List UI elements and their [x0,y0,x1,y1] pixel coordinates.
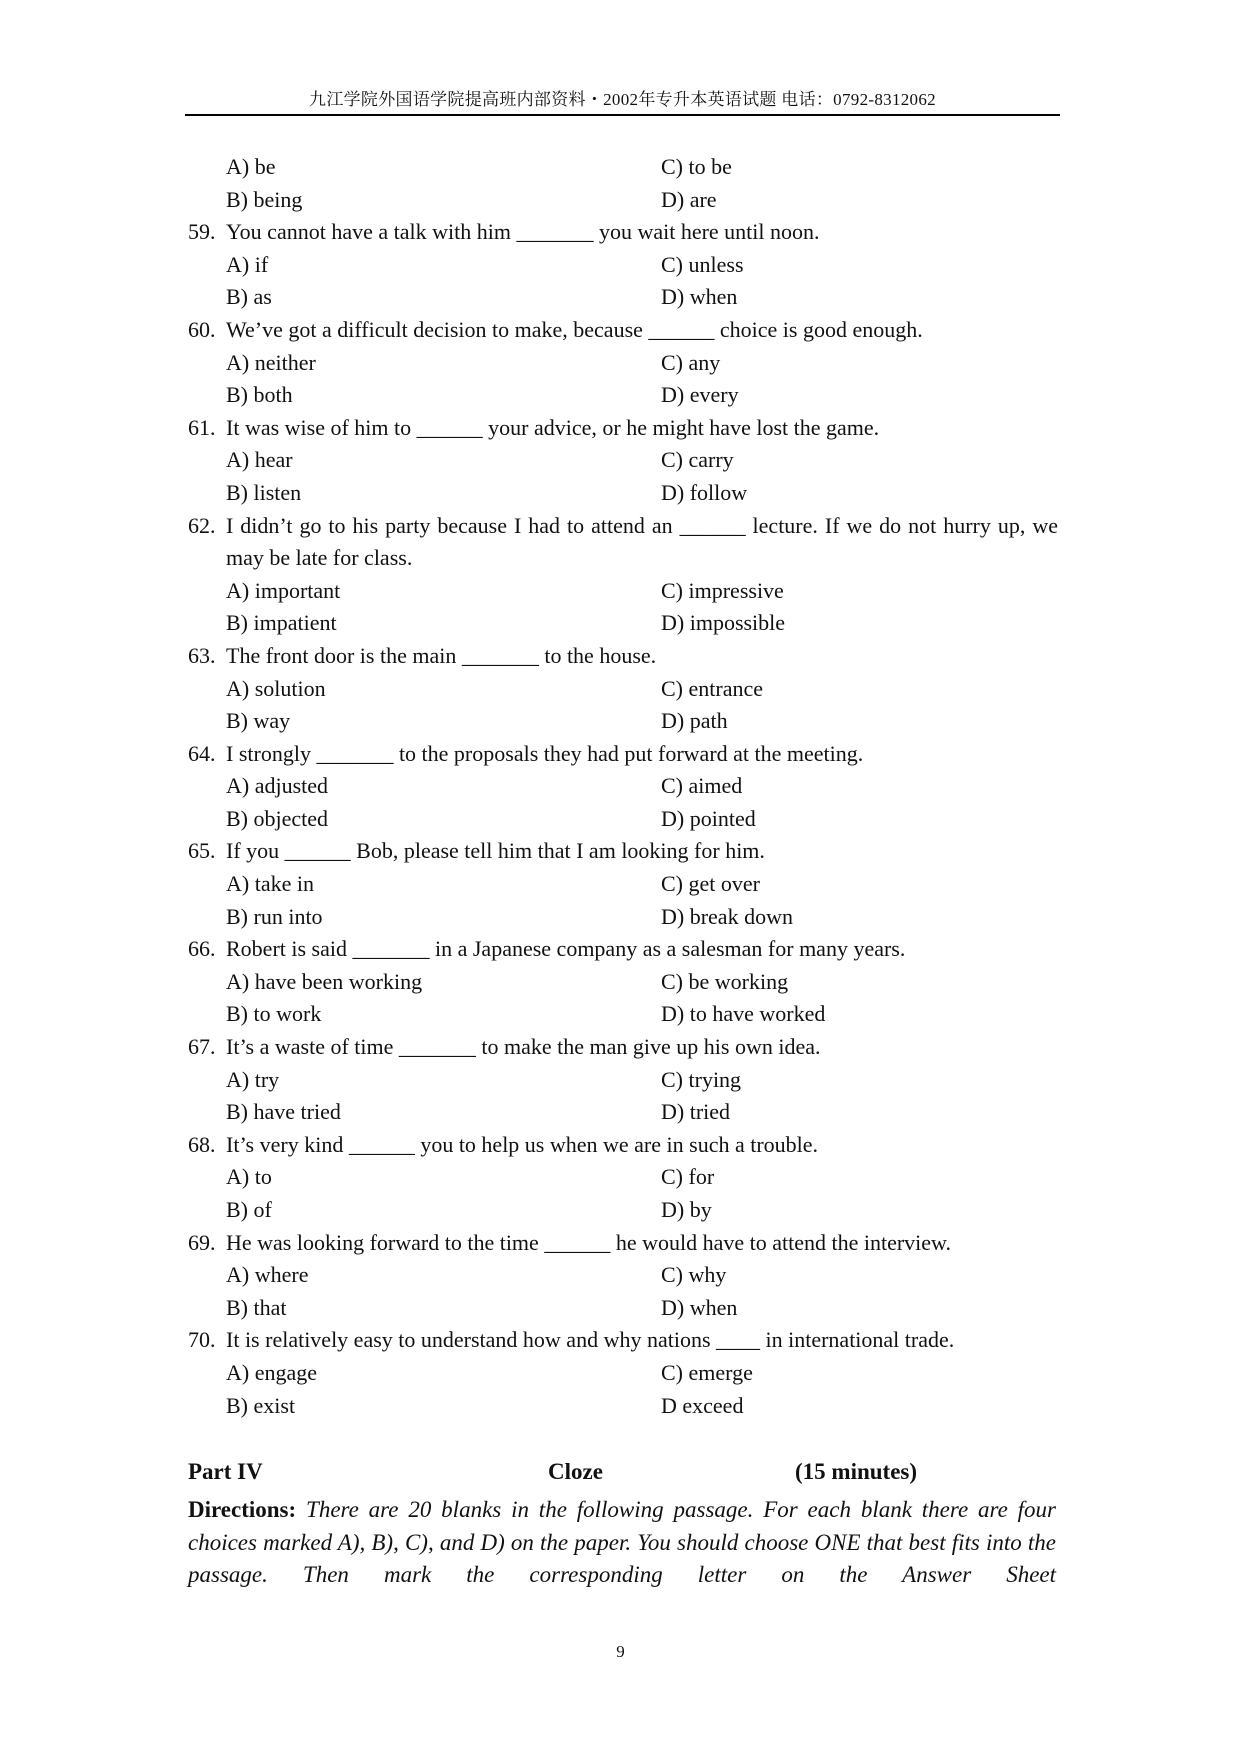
page-header: 九江学院外国语学院提高班内部资料・2002年专升本英语试题 电话：0792-8312062 [309,90,936,109]
answer-option: C) why [661,1262,727,1288]
answer-option: B) have tried [226,1099,341,1125]
answer-option: D) every [661,382,739,408]
answer-option: C) any [661,349,721,375]
answer-option: B) both [226,382,293,408]
answer-options [188,249,1068,314]
answer-option: D) path [661,708,728,734]
question-stem [188,835,1068,868]
section-heading [188,1459,1058,1493]
answer-option: C) carry [661,447,734,473]
answer-option: A) neither [226,349,316,375]
answer-option: B) to work [226,1001,322,1027]
answer-option: A) hear [226,447,293,473]
question-text: It’s very kind ______ you to help us when we are in such a trouble. [226,1131,819,1157]
question-text: We’ve got a difficult decision to make, because ______ choice is good enough. [226,316,923,342]
question-item [188,835,1068,933]
question-number: 66. [188,936,216,962]
answer-option: C) get over [661,871,760,897]
answer-option: C) emerge [661,1359,753,1385]
answer-options [188,1064,1068,1129]
directions-text: There are 20 blanks in the following passage. For each blank there are four choices marked A), B), C), and D) on the paper. You should choose ONE that best fits into the passage. Then mark the corresponding letter on the Answer Sheet [188,1497,1057,1588]
answer-options [188,1357,1068,1422]
answer-options [188,1259,1068,1324]
question-item [188,1227,1068,1325]
question-stem [188,510,1068,575]
question-text: It was wise of him to ______ your advice, or he might have lost the game. [226,414,880,440]
directions [188,1494,1056,1592]
question-item [188,1129,1068,1227]
answer-option: D) tried [661,1099,731,1125]
answer-option: C) be working [661,968,789,994]
answer-option: A) have been working [226,968,423,994]
question-text: If you ______ Bob, please tell him that I am looking for him. [226,838,765,864]
answer-option: D) when [661,1294,738,1320]
answer-options [188,1161,1068,1226]
answer-option: B) of [226,1197,272,1222]
answer-option: A) try [226,1066,280,1092]
answer-option: D exceed [661,1392,744,1418]
question-stem [188,1324,1068,1357]
answer-option: D) impossible [661,610,786,636]
question-item [188,216,1068,314]
answer-options [188,966,1068,1031]
answer-option: B) as [226,284,272,310]
question-item [188,1031,1068,1129]
question-list [188,151,1068,1422]
question-stem [188,933,1068,966]
page-number: 9 [616,1642,625,1661]
answer-option: B) listen [226,479,302,505]
question-item [188,738,1068,836]
answer-option: D) by [661,1197,712,1222]
question-text: Robert is said _______ in a Japanese company as a salesman for many years. [226,936,906,962]
question-number: 70. [188,1327,216,1353]
question-number: 65. [188,838,216,864]
question-text: He was looking forward to the time ______ he would have to attend the interview. [226,1229,952,1255]
answer-option: A) adjusted [226,773,329,799]
answer-option: B) impatient [226,610,337,636]
question-item [188,510,1068,640]
question-item [188,151,1068,216]
question-item [188,412,1068,510]
question-text: It’s a waste of time _______ to make the man give up his own idea. [226,1034,821,1060]
part-time: (15 minutes) [795,1459,918,1484]
answer-option: C) to be [661,154,732,179]
answer-options [188,770,1068,835]
answer-option: A) if [226,251,269,277]
answer-option: A) engage [226,1359,318,1385]
answer-option: B) that [226,1294,287,1320]
answer-option: C) for [661,1164,715,1190]
answer-option: D) are [661,186,717,212]
answer-options [188,673,1068,738]
question-number: 63. [188,642,216,668]
answer-option: D) when [661,284,738,310]
answer-option: B) run into [226,903,323,929]
question-stem [188,314,1068,347]
answer-option: D) follow [661,479,748,505]
answer-option: A) solution [226,675,326,701]
answer-option: A) take in [226,871,314,897]
question-number: 62. [188,512,216,538]
header-rule [185,114,1060,116]
answer-option: C) aimed [661,773,743,799]
answer-option: C) entrance [661,675,763,701]
answer-options [188,444,1068,509]
answer-options [188,151,1068,216]
answer-option: A) where [226,1262,309,1288]
question-stem [188,216,1068,249]
answer-options [188,868,1068,933]
question-number: 68. [188,1131,216,1157]
answer-option: A) to [226,1164,272,1190]
question-text: You cannot have a talk with him _______ you wait here until noon. [226,219,820,245]
answer-option: C) impressive [661,577,784,603]
question-item [188,933,1068,1031]
answer-option: D) break down [661,903,793,929]
question-text: I didn’t go to his party because I had to attend an ______ lecture. If we do not hurry up, we may be late for class. [226,512,1058,571]
question-item [188,314,1068,412]
answer-option: A) be [226,154,276,179]
question-stem [188,412,1068,445]
question-stem [188,1227,1068,1260]
question-item [188,640,1068,738]
question-number: 64. [188,740,216,766]
answer-option: C) trying [661,1066,742,1092]
directions-label: Directions: [188,1497,297,1522]
question-stem [188,1031,1068,1064]
answer-option: B) exist [226,1392,296,1418]
question-number: 61. [188,414,216,440]
question-text: The front door is the main _______ to the house. [226,642,657,668]
answer-options [188,575,1068,640]
question-text: I strongly _______ to the proposals they had put forward at the meeting. [226,740,864,766]
question-number: 67. [188,1034,216,1060]
question-stem [188,640,1068,673]
answer-option: D) pointed [661,805,756,831]
question-number: 59. [188,219,216,245]
answer-option: A) important [226,577,341,603]
part-name: Cloze [548,1459,603,1484]
answer-option: B) way [226,708,291,734]
question-text: It is relatively easy to understand how and why nations ____ in international trade. [226,1327,955,1353]
question-stem [188,738,1068,771]
question-number: 69. [188,1229,216,1255]
question-number: 60. [188,316,216,342]
part-label: Part IV [188,1459,263,1484]
answer-option: D) to have worked [661,1001,826,1027]
answer-options [188,347,1068,412]
question-item [188,1324,1068,1422]
answer-option: C) unless [661,251,744,277]
answer-option: B) being [226,186,303,212]
question-stem [188,1129,1068,1162]
answer-option: B) objected [226,805,329,831]
